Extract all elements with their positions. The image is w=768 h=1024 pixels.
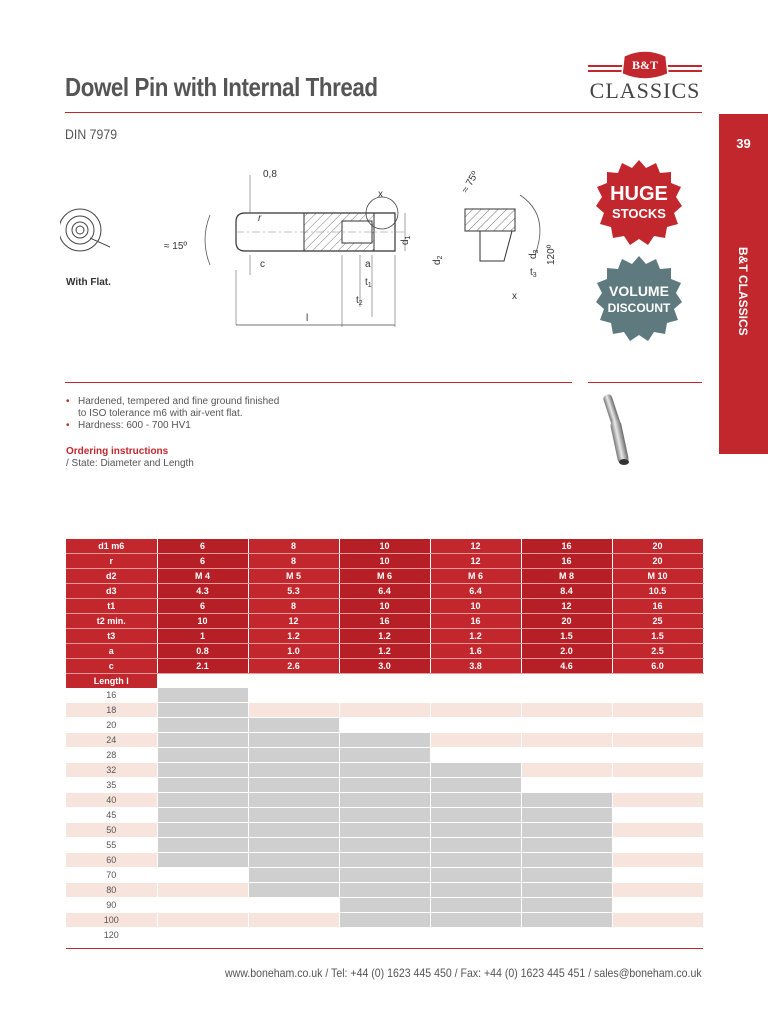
availability-cell xyxy=(612,883,703,898)
availability-cell xyxy=(430,733,521,748)
spec-cell: 10.5 xyxy=(612,584,703,599)
svg-text:≈ 75º: ≈ 75º xyxy=(460,169,482,196)
availability-cell xyxy=(521,853,612,868)
availability-cell xyxy=(248,838,339,853)
availability-cell xyxy=(430,718,521,733)
spec-row-label: t2 min. xyxy=(66,614,157,629)
spec-cell: 10 xyxy=(339,599,430,614)
availability-cell xyxy=(430,808,521,823)
length-row xyxy=(66,883,703,898)
spec-cell: 16 xyxy=(339,614,430,629)
length-value: 32 xyxy=(66,763,157,778)
length-row xyxy=(66,808,703,823)
length-row xyxy=(66,763,703,778)
availability-cell xyxy=(521,688,612,703)
feature-item: • Hardened, tempered and fine ground finished to ISO tolerance m6 with air-vent flat. xyxy=(66,396,279,420)
availability-cell xyxy=(430,883,521,898)
spec-cell: 6 xyxy=(157,554,248,569)
spec-cell: M 10 xyxy=(612,569,703,584)
length-value: 55 xyxy=(66,838,157,853)
availability-cell xyxy=(339,853,430,868)
availability-cell xyxy=(612,748,703,763)
side-brand: B&T CLASSICS xyxy=(736,247,750,336)
length-value: 20 xyxy=(66,718,157,733)
spec-cell: 6.4 xyxy=(339,584,430,599)
svg-text:x: x xyxy=(378,189,383,200)
length-value: 18 xyxy=(66,703,157,718)
spec-row xyxy=(66,629,703,644)
availability-cell xyxy=(521,883,612,898)
length-value: 35 xyxy=(66,778,157,793)
availability-cell xyxy=(248,823,339,838)
spec-cell: 6.0 xyxy=(612,659,703,674)
svg-text:0,8: 0,8 xyxy=(263,169,277,180)
spec-row xyxy=(66,539,703,554)
availability-cell xyxy=(157,838,248,853)
availability-cell xyxy=(430,778,521,793)
availability-cell xyxy=(248,868,339,883)
spec-cell: 8 xyxy=(248,599,339,614)
availability-cell xyxy=(521,808,612,823)
length-row xyxy=(66,853,703,868)
availability-cell xyxy=(430,928,521,943)
spec-row xyxy=(66,599,703,614)
availability-cell xyxy=(339,748,430,763)
availability-cell xyxy=(248,688,339,703)
length-value: 70 xyxy=(66,868,157,883)
spec-cell: 10 xyxy=(430,599,521,614)
footer-divider xyxy=(66,948,703,949)
availability-cell xyxy=(430,763,521,778)
availability-cell xyxy=(339,898,430,913)
availability-cell xyxy=(248,748,339,763)
spec-row xyxy=(66,614,703,629)
availability-cell xyxy=(157,688,248,703)
availability-cell xyxy=(157,883,248,898)
availability-cell xyxy=(612,853,703,868)
availability-cell xyxy=(612,838,703,853)
length-header: Length l xyxy=(66,674,157,689)
length-row xyxy=(66,868,703,883)
spec-cell: 10 xyxy=(339,554,430,569)
volume-discount-badge xyxy=(594,254,684,344)
spec-cell: 12 xyxy=(521,599,612,614)
spec-cell: 2.5 xyxy=(612,644,703,659)
spec-cell: 3.8 xyxy=(430,659,521,674)
length-row xyxy=(66,823,703,838)
spec-cell: 2.1 xyxy=(157,659,248,674)
availability-cell xyxy=(248,718,339,733)
availability-cell xyxy=(612,688,703,703)
spec-row-label: d2 xyxy=(66,569,157,584)
availability-cell xyxy=(521,838,612,853)
ordering-title: Ordering instructions xyxy=(66,446,169,457)
length-value: 120 xyxy=(66,928,157,943)
spec-cell: M 4 xyxy=(157,569,248,584)
availability-cell xyxy=(521,793,612,808)
availability-cell xyxy=(430,793,521,808)
spec-row-label: a xyxy=(66,644,157,659)
length-header-cell xyxy=(248,674,339,689)
availability-cell xyxy=(612,913,703,928)
ordering-text: / State: Diameter and Length xyxy=(66,458,194,469)
svg-text:d2: $d_2$ xyxy=(432,255,444,265)
availability-cell xyxy=(248,808,339,823)
spec-cell: 16 xyxy=(612,599,703,614)
availability-cell xyxy=(430,913,521,928)
length-row xyxy=(66,688,703,703)
spec-cell: 4.6 xyxy=(521,659,612,674)
spec-cell: 25 xyxy=(612,614,703,629)
availability-cell xyxy=(430,868,521,883)
length-value: 28 xyxy=(66,748,157,763)
availability-cell xyxy=(612,703,703,718)
spec-row-label: d3 xyxy=(66,584,157,599)
detail-view xyxy=(432,169,557,302)
availability-cell xyxy=(157,928,248,943)
spec-cell: 8.4 xyxy=(521,584,612,599)
availability-cell xyxy=(339,808,430,823)
standard-label: DIN 7979 xyxy=(65,126,118,142)
spec-cell: 16 xyxy=(521,539,612,554)
availability-cell xyxy=(339,913,430,928)
spec-cell: 8 xyxy=(248,554,339,569)
availability-cell xyxy=(521,748,612,763)
availability-cell xyxy=(157,733,248,748)
spec-table xyxy=(66,539,704,943)
spec-row xyxy=(66,659,703,674)
spec-row xyxy=(66,554,703,569)
availability-cell xyxy=(339,703,430,718)
length-value: 50 xyxy=(66,823,157,838)
length-header-cell xyxy=(521,674,612,689)
availability-cell xyxy=(430,853,521,868)
availability-cell xyxy=(612,868,703,883)
availability-cell xyxy=(248,763,339,778)
svg-text:c: c xyxy=(260,259,265,270)
svg-text:d1: $d_1$ xyxy=(400,235,412,245)
spec-cell: 16 xyxy=(521,554,612,569)
availability-cell xyxy=(521,898,612,913)
length-value: 24 xyxy=(66,733,157,748)
spec-cell: 2.6 xyxy=(248,659,339,674)
end-view xyxy=(60,209,110,251)
availability-cell xyxy=(521,823,612,838)
spec-cell: M 8 xyxy=(521,569,612,584)
spec-cell: 8 xyxy=(248,539,339,554)
length-value: 16 xyxy=(66,688,157,703)
svg-text:With Flat.: With Flat. xyxy=(66,277,111,288)
spec-row xyxy=(66,644,703,659)
availability-cell xyxy=(521,703,612,718)
length-row xyxy=(66,898,703,913)
spec-row-label: c xyxy=(66,659,157,674)
brand-logo-text: CLASSICS xyxy=(589,78,701,103)
availability-cell xyxy=(612,718,703,733)
spec-cell: M 5 xyxy=(248,569,339,584)
length-header-cell xyxy=(339,674,430,689)
length-value: 45 xyxy=(66,808,157,823)
length-row xyxy=(66,793,703,808)
availability-cell xyxy=(248,928,339,943)
spec-row xyxy=(66,569,703,584)
svg-text:r: r xyxy=(258,213,262,224)
availability-cell xyxy=(248,778,339,793)
availability-cell xyxy=(339,688,430,703)
length-value: 60 xyxy=(66,853,157,868)
svg-text:≈ 15º: ≈ 15º xyxy=(164,241,188,252)
availability-cell xyxy=(248,793,339,808)
availability-cell xyxy=(612,793,703,808)
availability-cell xyxy=(339,928,430,943)
availability-cell xyxy=(612,823,703,838)
svg-text:B&T: B&T xyxy=(631,58,659,72)
availability-cell xyxy=(339,823,430,838)
length-header-cell xyxy=(157,674,248,689)
svg-text:VOLUME: VOLUME xyxy=(609,283,669,299)
spec-cell: 1.2 xyxy=(430,629,521,644)
availability-cell xyxy=(612,778,703,793)
spec-cell: 12 xyxy=(430,554,521,569)
availability-cell xyxy=(248,898,339,913)
spec-cell: M 6 xyxy=(339,569,430,584)
availability-cell xyxy=(612,763,703,778)
availability-cell xyxy=(157,763,248,778)
availability-cell xyxy=(248,883,339,898)
page-title: Dowel Pin with Internal Thread xyxy=(65,72,378,102)
availability-cell xyxy=(248,733,339,748)
length-row xyxy=(66,928,703,943)
spec-cell: 10 xyxy=(157,614,248,629)
availability-cell xyxy=(521,778,612,793)
feature-list xyxy=(66,396,279,432)
svg-text:STOCKS: STOCKS xyxy=(612,206,666,221)
length-row xyxy=(66,748,703,763)
availability-cell xyxy=(521,913,612,928)
spec-cell: M 6 xyxy=(430,569,521,584)
spec-cell: 10 xyxy=(339,539,430,554)
spec-cell: 12 xyxy=(430,539,521,554)
availability-cell xyxy=(157,898,248,913)
availability-cell xyxy=(157,913,248,928)
spec-cell: 20 xyxy=(612,539,703,554)
spec-cell: 20 xyxy=(612,554,703,569)
spec-row xyxy=(66,584,703,599)
availability-cell xyxy=(430,703,521,718)
spec-cell: 4.3 xyxy=(157,584,248,599)
spec-cell: 3.0 xyxy=(339,659,430,674)
availability-cell xyxy=(612,928,703,943)
spec-cell: 1.5 xyxy=(612,629,703,644)
spec-cell: 1.0 xyxy=(248,644,339,659)
spec-row-label: t1 xyxy=(66,599,157,614)
svg-text:DISCOUNT: DISCOUNT xyxy=(607,301,671,315)
length-value: 40 xyxy=(66,793,157,808)
spec-cell: 1.2 xyxy=(339,629,430,644)
footer-contact: www.boneham.co.uk / Tel: +44 (0) 1623 445 450 / Fax: +44 (0) 1623 445 451 / sales@boneham.co.uk xyxy=(225,966,702,980)
availability-cell xyxy=(521,763,612,778)
spec-cell: 6.4 xyxy=(430,584,521,599)
spec-cell: 16 xyxy=(430,614,521,629)
svg-text:t3: $t_3$ xyxy=(530,267,537,279)
availability-cell xyxy=(157,718,248,733)
spec-cell: 6 xyxy=(157,539,248,554)
svg-text:d3: $d_3$ xyxy=(528,249,540,259)
section-divider xyxy=(65,382,572,383)
side-view xyxy=(164,169,412,327)
spec-row-label: r xyxy=(66,554,157,569)
spec-cell: 1.5 xyxy=(521,629,612,644)
page-number: 39 xyxy=(736,136,751,151)
availability-cell xyxy=(157,793,248,808)
length-header-cell xyxy=(612,674,703,689)
availability-cell xyxy=(157,808,248,823)
availability-cell xyxy=(157,823,248,838)
svg-text:l: l xyxy=(306,313,309,324)
svg-text:a: a xyxy=(365,259,371,270)
availability-cell xyxy=(157,703,248,718)
length-row xyxy=(66,703,703,718)
availability-cell xyxy=(157,868,248,883)
availability-cell xyxy=(430,688,521,703)
availability-cell xyxy=(430,748,521,763)
availability-cell xyxy=(430,823,521,838)
availability-cell xyxy=(521,928,612,943)
length-row xyxy=(66,718,703,733)
huge-stocks-badge xyxy=(594,158,684,248)
spec-cell: 0.8 xyxy=(157,644,248,659)
svg-text:t1: $t_1$ xyxy=(365,277,372,289)
spec-cell: 1.6 xyxy=(430,644,521,659)
svg-text:x: x xyxy=(512,291,517,302)
availability-cell xyxy=(339,718,430,733)
length-value: 90 xyxy=(66,898,157,913)
availability-cell xyxy=(521,868,612,883)
feature-item: • Hardness: 600 - 700 HV1 xyxy=(66,420,279,432)
length-row xyxy=(66,778,703,793)
svg-text:120º: 120º xyxy=(546,244,557,265)
availability-cell xyxy=(339,868,430,883)
length-header-row xyxy=(66,674,703,689)
svg-text:t2: $t_2$ xyxy=(356,295,363,307)
spec-cell: 1.2 xyxy=(339,644,430,659)
availability-cell xyxy=(521,733,612,748)
availability-cell xyxy=(612,808,703,823)
spec-row-label: d1 m6 xyxy=(66,539,157,554)
length-header-cell xyxy=(430,674,521,689)
spec-cell: 1.2 xyxy=(248,629,339,644)
length-value: 80 xyxy=(66,883,157,898)
availability-cell xyxy=(612,898,703,913)
spec-cell: 2.0 xyxy=(521,644,612,659)
length-row xyxy=(66,838,703,853)
spec-cell: 1 xyxy=(157,629,248,644)
availability-cell xyxy=(339,733,430,748)
spec-row-label: t3 xyxy=(66,629,157,644)
spec-cell: 20 xyxy=(521,614,612,629)
availability-cell xyxy=(339,778,430,793)
availability-cell xyxy=(248,913,339,928)
availability-cell xyxy=(339,793,430,808)
technical-drawing xyxy=(60,155,580,335)
length-value: 100 xyxy=(66,913,157,928)
availability-cell xyxy=(521,718,612,733)
length-row xyxy=(66,913,703,928)
availability-cell xyxy=(339,763,430,778)
availability-cell xyxy=(339,838,430,853)
availability-cell xyxy=(248,853,339,868)
section-divider-right xyxy=(588,382,702,383)
availability-cell xyxy=(430,898,521,913)
availability-cell xyxy=(248,703,339,718)
product-photo xyxy=(600,390,650,470)
availability-cell xyxy=(339,883,430,898)
spec-cell: 12 xyxy=(248,614,339,629)
availability-cell xyxy=(157,853,248,868)
availability-cell xyxy=(157,778,248,793)
availability-cell xyxy=(157,748,248,763)
availability-cell xyxy=(430,838,521,853)
side-tab xyxy=(719,114,768,454)
svg-text:HUGE: HUGE xyxy=(610,183,668,205)
availability-cell xyxy=(612,733,703,748)
spec-cell: 5.3 xyxy=(248,584,339,599)
title-divider xyxy=(65,112,702,113)
spec-cell: 6 xyxy=(157,599,248,614)
length-row xyxy=(66,733,703,748)
